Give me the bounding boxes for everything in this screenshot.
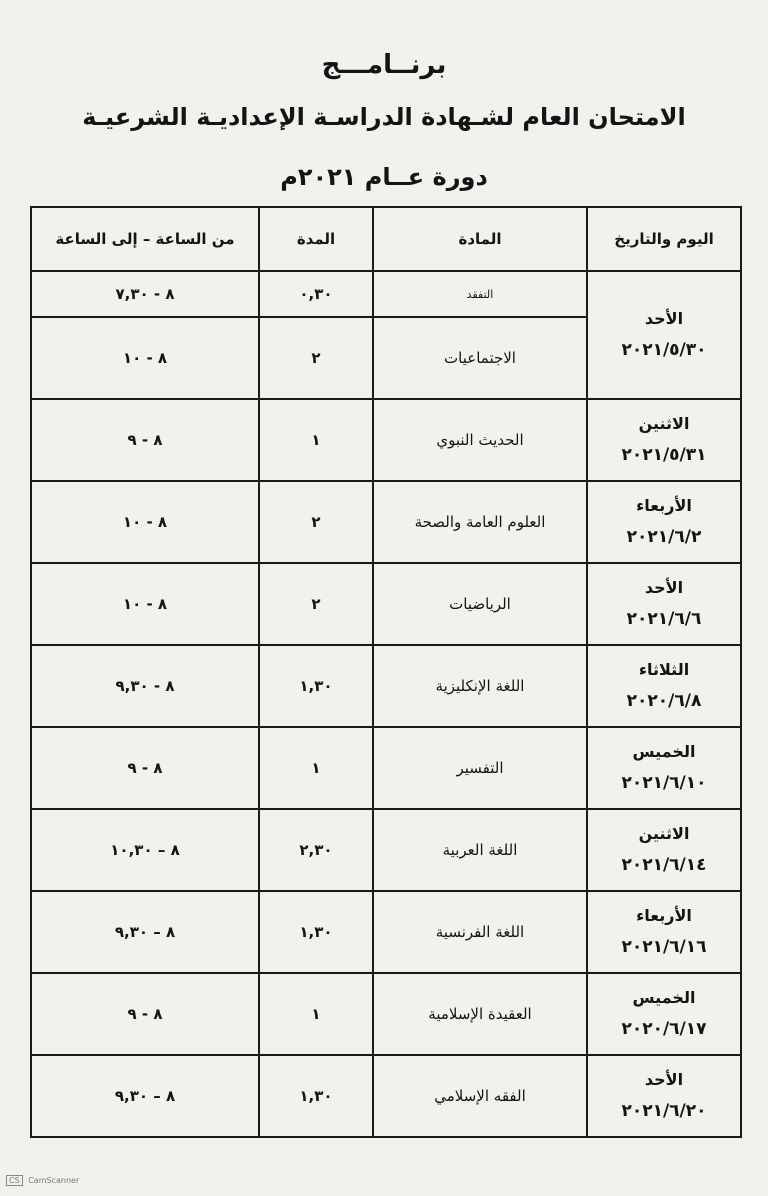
time-cell: ٨ - ٩,٣٠: [31, 645, 259, 727]
subject-cell: اللغة الإنكليزية: [373, 645, 587, 727]
document-subtitle: الامتحان العام لشـهادة الدراسـة الإعداديـة الشرعيـة: [82, 103, 686, 131]
exam-date: ٢٠٢١/٦/٢٠: [621, 1101, 707, 1122]
subject-cell: اللغة الفرنسية: [373, 891, 587, 973]
duration-cell: ١,٣٠: [259, 1055, 373, 1137]
exam-date: ٢٠٢١/٦/١٦: [621, 937, 707, 958]
duration-cell: ١,٣٠: [259, 891, 373, 973]
exam-date: ٢٠٢٠/٦/١٧: [621, 1019, 707, 1040]
exam-date: ٢٠٢٠/٦/٨: [626, 691, 702, 712]
duration-cell: ١,٣٠: [259, 645, 373, 727]
exam-date: ٢٠٢١/٦/١٠: [621, 773, 707, 794]
day-name: الأحد: [644, 308, 684, 328]
day-name: الأربعاء: [636, 905, 692, 925]
subject-cell: العقيدة الإسلامية: [373, 973, 587, 1055]
table-row: [31, 481, 741, 563]
time-cell: ٨ - ٩: [31, 973, 259, 1055]
day-date-cell: [587, 481, 741, 563]
subject-cell: العلوم العامة والصحة: [373, 481, 587, 563]
duration-cell: ٢: [259, 317, 373, 399]
day-date-cell: [587, 809, 741, 891]
table-row: [31, 399, 741, 481]
day-date-cell: [587, 271, 741, 399]
duration-cell: ٠,٣٠: [259, 271, 373, 317]
day-name: الثلاثاء: [638, 659, 690, 679]
header-day-date: اليوم والتاريخ: [587, 207, 741, 271]
day-name: الأحد: [644, 577, 684, 597]
table-row: [31, 973, 741, 1055]
exam-schedule-table: [30, 206, 742, 1138]
time-cell: ٨ – ١٠,٣٠: [31, 809, 259, 891]
duration-cell: ٢: [259, 563, 373, 645]
table-row: [31, 891, 741, 973]
duration-cell: ١: [259, 399, 373, 481]
day-date-cell: [587, 563, 741, 645]
exam-date: ٢٠٢١/٦/٢: [626, 527, 702, 548]
time-cell: ٨ – ٩,٣٠: [31, 891, 259, 973]
time-cell: ٨ - ١٠: [31, 563, 259, 645]
subject-cell: الفقه الإسلامي: [373, 1055, 587, 1137]
day-name: الخميس: [632, 741, 696, 761]
duration-cell: ١: [259, 973, 373, 1055]
scanner-watermark: [6, 1176, 79, 1185]
day-name: الاثنين: [638, 413, 690, 433]
exam-date: ٢٠٢١/٦/٦: [626, 609, 702, 630]
subject-cell: الرياضيات: [373, 563, 587, 645]
day-date-cell: [587, 399, 741, 481]
scanner-label: CamScanner: [28, 1176, 80, 1185]
day-date-cell: [587, 1055, 741, 1137]
duration-cell: ٢,٣٠: [259, 809, 373, 891]
header-time: من الساعة – إلى الساعة: [31, 207, 259, 271]
day-date-cell: [587, 727, 741, 809]
subject-cell: التفسير: [373, 727, 587, 809]
day-date-cell: [587, 973, 741, 1055]
day-name: الاثنين: [638, 823, 690, 843]
header-duration: المدة: [259, 207, 373, 271]
table-row: [31, 645, 741, 727]
day-name: الخميس: [632, 987, 696, 1007]
subject-cell: الاجتماعيات: [373, 317, 587, 399]
scanner-badge: CS: [6, 1175, 23, 1186]
time-cell: ٨ - ١٠: [31, 481, 259, 563]
table-row: [31, 809, 741, 891]
subject-cell: اللغة العربية: [373, 809, 587, 891]
table-row: [31, 563, 741, 645]
day-date-cell: [587, 891, 741, 973]
exam-date: ٢٠٢١/٥/٣١: [621, 445, 707, 466]
table-row: [31, 271, 741, 317]
table-row: [31, 1055, 741, 1137]
duration-cell: ١: [259, 727, 373, 809]
session-year: دورة عــام ٢٠٢١م: [280, 163, 488, 191]
time-cell: ٨ – ٩,٣٠: [31, 1055, 259, 1137]
day-name: الأربعاء: [636, 495, 692, 515]
time-cell: ٨ - ٩: [31, 399, 259, 481]
time-cell: ٨ - ٧,٣٠: [31, 271, 259, 317]
time-cell: ٨ - ٩: [31, 727, 259, 809]
subject-cell: التفقد: [373, 271, 587, 317]
table-row: [31, 727, 741, 809]
exam-date: ٢٠٢١/٦/١٤: [621, 855, 707, 876]
day-date-cell: [587, 645, 741, 727]
table-header-row: [31, 207, 741, 271]
duration-cell: ٢: [259, 481, 373, 563]
subject-cell: الحديث النبوي: [373, 399, 587, 481]
exam-date: ٢٠٢١/٥/٣٠: [621, 340, 707, 361]
header-subject: المادة: [373, 207, 587, 271]
time-cell: ٨ - ١٠: [31, 317, 259, 399]
document-title: برنــامـــج: [321, 50, 447, 80]
day-name: الأحد: [644, 1069, 684, 1089]
